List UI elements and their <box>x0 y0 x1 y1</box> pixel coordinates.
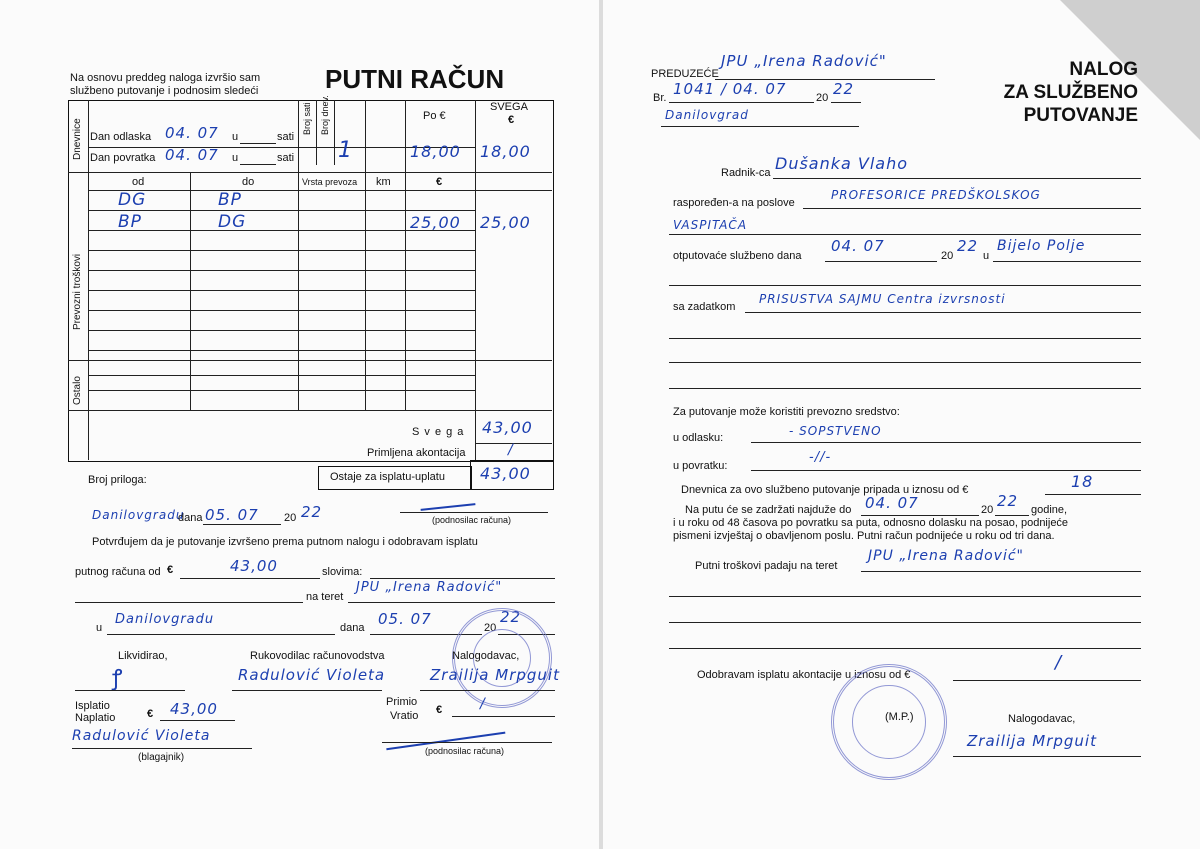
intro-line-1: Na osnovu preddeg naloga izvršio sam <box>70 72 261 84</box>
intro-line-2: službeno putovanje i podnosim sledeći <box>70 85 259 97</box>
trip-row-do: DG <box>218 212 247 232</box>
amount-euro: € <box>167 564 174 576</box>
nalogodavac-signature: Zrailija Mrpguit <box>967 732 1097 750</box>
podnosilac-signature <box>420 493 476 511</box>
u-label: u <box>983 250 990 262</box>
rasporedjen-label: raspoređen-a na poslove <box>673 197 795 209</box>
naputu-year-prefix: 20 <box>981 504 994 516</box>
putni-racun-page <box>0 0 599 849</box>
svega-label: S v e g a <box>412 426 465 438</box>
povratku-label: u povratku: <box>673 460 728 472</box>
likvidirao-label: Likvidirao, <box>118 650 168 662</box>
trip-row-po: 25,00 <box>410 213 461 232</box>
preduzece-value: JPU „Irena Radović" <box>721 52 887 70</box>
date-value: 05. 07 <box>205 506 259 524</box>
slovima-label: slovima: <box>322 566 363 578</box>
dan-odlaska-value: 04. 07 <box>165 124 219 142</box>
year-prefix: 20 <box>284 512 297 524</box>
br-label: Br. <box>653 92 667 104</box>
nalogodavac-label: Nalogodavac, <box>1008 713 1076 725</box>
br-value: 1041 / 04. 07 <box>673 80 787 98</box>
prevozno-label: Za putovanje može koristiti prevozno sredstvo: <box>673 406 900 418</box>
para-line-3: pismeni izvještaj o obavljenom poslu. Putni račun podnijeće u roku od tri dana. <box>673 530 1055 542</box>
form-title: PUTNI RAČUN <box>325 64 505 94</box>
nalogodavac-label: Nalogodavac, <box>452 650 520 662</box>
radnik-label: Radnik-ca <box>721 167 771 179</box>
od-label: od <box>132 176 145 188</box>
broj-dnev-value: 1 <box>338 138 353 163</box>
nalog-title: NALOG ZA SLUŽBENO PUTOVANJE <box>1003 59 1138 126</box>
broj-priloga-label: Broj priloga: <box>88 474 147 486</box>
zadatkom-label: sa zadatkom <box>673 301 736 313</box>
date2-value: 05. 07 <box>378 610 432 628</box>
povratku-value: -//- <box>809 450 832 465</box>
isplatio-euro: € <box>147 708 154 720</box>
br-year-prefix: 20 <box>816 92 829 104</box>
para-line-2: i u roku od 48 časova po povratku sa puta, odnosno dolasku na posao, podnijeće <box>673 517 1069 529</box>
place-value: Danilovgrad <box>665 108 749 122</box>
vrsta-prevoza-label: Vrsta prevoza <box>302 177 358 187</box>
naputu-year-value: 22 <box>997 492 1019 510</box>
svega-header: SVEGA <box>490 101 528 113</box>
putnog-label: putnog računa od <box>75 566 161 578</box>
trip-row-od: DG <box>118 190 147 210</box>
poslovi-value-1: PROFESORICE PREDŠKOLSKOG <box>831 188 1041 202</box>
do-label: do <box>242 176 255 188</box>
otputovace-date: 04. 07 <box>831 237 885 255</box>
primio-label: Primio <box>386 696 418 708</box>
dan-povratka-label: Dan povratka <box>90 152 156 164</box>
odlasku-label: u odlasku: <box>673 432 724 444</box>
troskovi-label: Putni troškovi padaju na teret <box>695 560 838 572</box>
svega-value: 18,00 <box>480 142 531 161</box>
odobravam-value: / <box>1055 652 1063 673</box>
ostalo-label: Ostalo <box>72 376 83 405</box>
br-year-value: 22 <box>833 80 855 98</box>
trip-row-svega: 25,00 <box>480 213 531 232</box>
podnosilac-label: (podnosilac računa) <box>432 515 512 525</box>
preduzece-label: PREDUZEĆE <box>651 68 719 80</box>
isplatio-value: 43,00 <box>170 700 218 718</box>
na-teret-label: na teret <box>306 591 344 603</box>
vratio-label: Vratio <box>390 710 419 722</box>
u2-value: Danilovgradu <box>115 612 215 627</box>
otputovace-year-value: 22 <box>957 237 979 255</box>
odlasku-value: - SOPSTVENO <box>789 424 882 438</box>
naputu-label: Na putu će se zadržati najduže do <box>685 504 852 516</box>
godine-label: godine, <box>1031 504 1068 516</box>
broj-dnev-label: Broj dnev. <box>320 95 330 135</box>
naplatio-label: Naplatio <box>75 712 116 724</box>
km-label: km <box>376 176 391 188</box>
dana2-label: dana <box>340 622 365 634</box>
rukovodilac-signature: Radulović Violeta <box>238 666 386 684</box>
dnevnica-label: Dnevnica za ovo službeno putovanje pripada u iznosu od € <box>681 484 969 496</box>
radnik-value: Dušanka Vlaho <box>775 154 909 173</box>
ostaje-value: 43,00 <box>480 464 531 483</box>
isplatio-label: Isplatio <box>75 700 110 712</box>
poslovi-value-2: VASPITAČA <box>673 218 748 232</box>
podnosilac2-label: (podnosilac računa) <box>425 746 505 756</box>
potvrdjujem-text: Potvrđujem da je putovanje izvršeno prema putnom nalogu i odobravam isplatu <box>92 536 478 548</box>
na-teret-value: JPU „Irena Radović" <box>356 580 503 595</box>
table-euro: € <box>436 176 443 188</box>
ostaje-label: Ostaje za isplatu-uplatu <box>330 471 445 483</box>
rukovodilac-label: Rukovodilac računovodstva <box>250 650 385 662</box>
mp-label: (M.P.) <box>885 711 914 723</box>
blagajnik-label: (blagajnik) <box>138 752 185 763</box>
prevozni-troskovi-label: Prevozni troškovi <box>72 253 83 330</box>
dan-povratka-value: 04. 07 <box>165 146 219 164</box>
u-label-2: u <box>232 152 239 164</box>
primio-euro: € <box>436 704 443 716</box>
primio-value: / <box>480 696 486 712</box>
total-value: 43,00 <box>482 418 533 437</box>
year2-value: 22 <box>500 608 522 626</box>
sati-label: sati <box>277 131 295 143</box>
otputovace-label: otputovaće službeno dana <box>673 250 802 262</box>
po-value: 18,00 <box>410 142 461 161</box>
troskovi-value: JPU „Irena Radović" <box>868 548 1024 564</box>
primljena-label: Primljena akontacija <box>367 447 466 459</box>
u2-label: u <box>96 622 103 634</box>
amount-value: 43,00 <box>230 557 278 575</box>
year-value: 22 <box>301 503 323 521</box>
otputovace-year-prefix: 20 <box>941 250 954 262</box>
odobravam-label: Odobravam isplatu akontacije u iznosu od € <box>697 669 911 681</box>
dan-odlaska-label: Dan odlaska <box>90 131 152 143</box>
nalogodavac-signature: Zrailija Mrpguit <box>430 666 560 684</box>
zadatkom-value: PRISUSTVA SAJMU Centra izvrsnosti <box>759 292 1006 306</box>
trip-row-do: BP <box>218 190 242 210</box>
dnevnica-value: 18 <box>1071 472 1094 491</box>
likvidirao-signature: ꝭ <box>112 665 123 690</box>
trip-row-od: BP <box>118 212 142 232</box>
place-value: Danilovgradu <box>92 508 185 522</box>
blagajnik-signature: Radulović Violeta <box>72 728 211 744</box>
po-label: Po € <box>423 110 446 122</box>
sati-label-2: sati <box>277 152 295 164</box>
destination-value: Bijelo Polje <box>997 238 1086 254</box>
broj-sati-label: Broj sati <box>302 102 312 135</box>
u-label: u <box>232 131 239 143</box>
dana-label: dana <box>178 512 203 524</box>
year2-prefix: 20 <box>484 622 497 634</box>
nalog-page <box>603 0 1200 849</box>
svega-euro: € <box>508 114 515 126</box>
dnevnice-label: Dnevnice <box>72 118 83 160</box>
naputu-date: 04. 07 <box>865 494 919 512</box>
primljena-value: / <box>508 442 514 458</box>
